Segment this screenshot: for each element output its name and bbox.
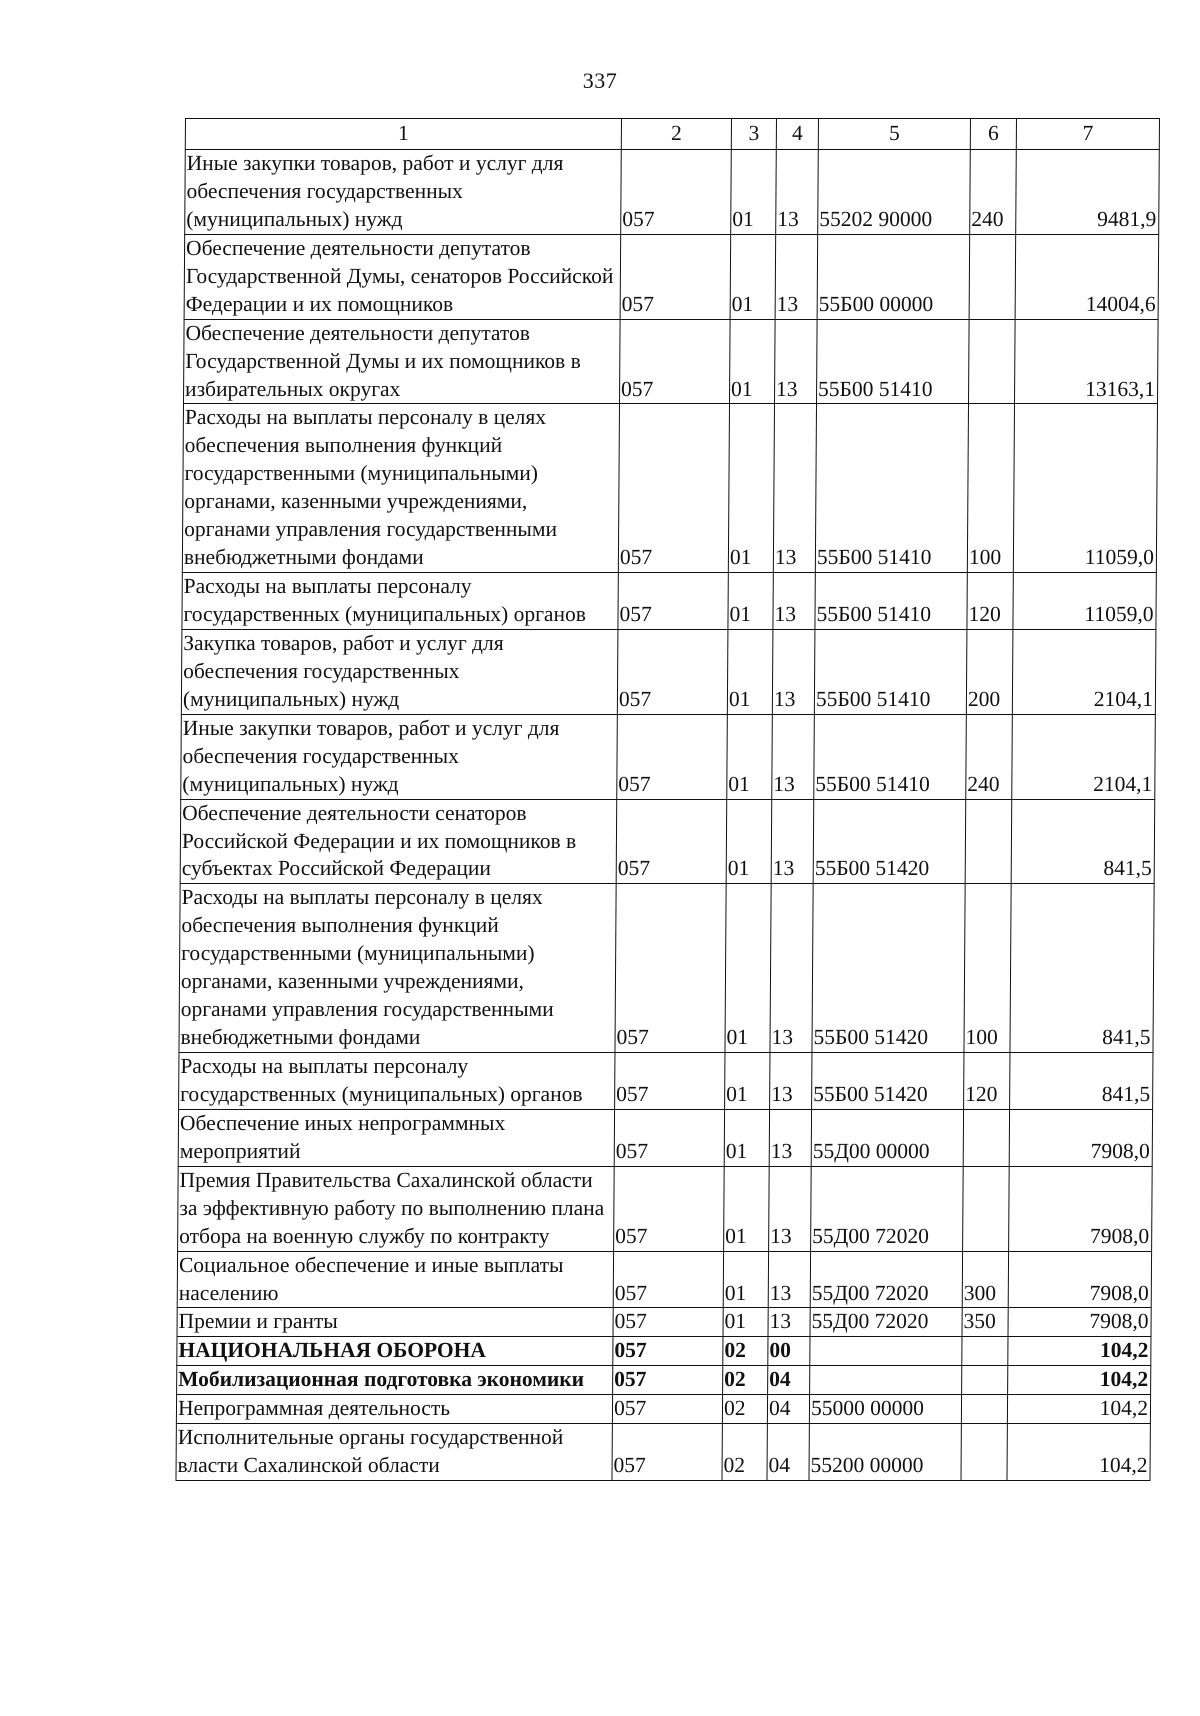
amount-cell: 14004,6 xyxy=(1015,234,1159,319)
target-article-cell: 55Д00 00000 xyxy=(811,1109,963,1166)
row-name-cell: Мобилизационная подготовка экономики xyxy=(177,1366,613,1395)
row-name-cell: Обеспечение иных непрограммных мероприятий xyxy=(178,1109,614,1166)
target-article-cell: 55Д00 72020 xyxy=(810,1251,962,1308)
section-code-cell: 01 xyxy=(726,799,772,884)
expense-type-cell xyxy=(965,799,1012,884)
expense-type-cell xyxy=(969,319,1016,404)
section-code-cell: 02 xyxy=(722,1424,767,1481)
column-header-3: 3 xyxy=(731,119,776,150)
row-name-cell: Исполнительные органы государственной власти Сахалинской области xyxy=(176,1424,612,1481)
row-name-cell: Расходы на выплаты персоналу в целях обеспечения выполнения функций государственными (муниципальными) органами, казенными учреждениями, органами управления государственными внебюджетными фондами xyxy=(182,404,619,573)
page-number: 337 xyxy=(582,68,618,93)
expense-type-cell xyxy=(963,1109,1009,1166)
subsection-code-cell: 04 xyxy=(767,1424,809,1481)
subsection-code-cell: 13 xyxy=(770,1053,812,1110)
subsection-code-cell: 13 xyxy=(769,1166,812,1251)
table-row xyxy=(185,150,1160,235)
target-article-cell: 55202 90000 xyxy=(818,150,971,235)
column-header-7: 7 xyxy=(1016,119,1159,150)
amount-cell: 104,2 xyxy=(1008,1366,1151,1395)
table-row xyxy=(178,1109,1152,1166)
expense-type-cell xyxy=(962,1366,1008,1395)
section-code-cell: 01 xyxy=(724,1109,769,1166)
section-code-cell: 01 xyxy=(727,629,773,714)
target-article-cell: 55Б00 51420 xyxy=(813,799,966,884)
table-header-row xyxy=(185,119,1159,150)
target-article-cell: 55Б00 00000 xyxy=(817,234,970,319)
section-code-cell: 01 xyxy=(728,404,774,573)
ministry-code-cell: 057 xyxy=(621,150,732,235)
ministry-code-cell: 057 xyxy=(613,1366,723,1395)
amount-cell: 104,2 xyxy=(1007,1424,1150,1481)
expense-type-cell: 120 xyxy=(967,573,1013,630)
expense-type-cell: 100 xyxy=(964,884,1011,1053)
row-name-cell: Непрограммная деятельность xyxy=(176,1395,612,1424)
expense-type-cell xyxy=(963,1166,1010,1251)
target-article-cell: 55Б00 51410 xyxy=(815,404,968,573)
target-article-cell: 55Б00 51410 xyxy=(815,573,967,630)
section-code-cell: 02 xyxy=(722,1395,767,1424)
row-name-cell: Обеспечение деятельности депутатов Государственной Думы, сенаторов Российской Федерации и их помощников xyxy=(184,234,621,319)
table-row xyxy=(181,714,1156,799)
subsection-code-cell: 04 xyxy=(768,1366,810,1395)
section-code-cell: 01 xyxy=(730,234,776,319)
column-header-1: 1 xyxy=(185,119,621,150)
section-code-cell: 01 xyxy=(727,714,773,799)
section-code-cell: 01 xyxy=(728,573,773,630)
amount-cell: 841,5 xyxy=(1011,799,1155,884)
row-name-cell: Иные закупки товаров, работ и услуг для обеспечения государственных (муниципальных) нужд xyxy=(181,714,618,799)
section-code-cell: 01 xyxy=(723,1251,768,1308)
target-article-cell: 55Б00 51410 xyxy=(814,629,967,714)
target-article-cell: 55Д00 72020 xyxy=(810,1308,962,1337)
ministry-code-cell: 057 xyxy=(616,799,727,884)
amount-cell: 7908,0 xyxy=(1008,1308,1151,1337)
target-article-cell: 55200 00000 xyxy=(809,1424,961,1481)
amount-cell: 7908,0 xyxy=(1009,1109,1152,1166)
table-row xyxy=(176,1395,1150,1424)
ministry-code-cell: 057 xyxy=(617,629,728,714)
subsection-code-cell: 13 xyxy=(773,404,816,573)
column-header-4: 4 xyxy=(776,119,818,150)
amount-cell: 841,5 xyxy=(1010,884,1154,1053)
ministry-code-cell: 057 xyxy=(613,1308,723,1337)
target-article-cell xyxy=(810,1366,962,1395)
table-row xyxy=(177,1366,1151,1395)
amount-cell: 2104,1 xyxy=(1012,629,1156,714)
ministry-code-cell: 057 xyxy=(615,884,726,1053)
target-article-cell: 55Б00 51410 xyxy=(817,319,970,404)
ministry-code-cell: 057 xyxy=(618,573,728,630)
ministry-code-cell: 057 xyxy=(615,1053,725,1110)
row-name-cell: Закупка товаров, работ и услуг для обеспечения государственных (муниципальных) нужд xyxy=(181,629,618,714)
table-row xyxy=(177,1308,1151,1337)
table-row xyxy=(176,1424,1150,1481)
expense-type-cell xyxy=(961,1395,1007,1424)
subsection-code-cell: 13 xyxy=(775,234,818,319)
table-row xyxy=(182,404,1157,573)
row-name-cell: Социальное обеспечение и иные выплаты населению xyxy=(177,1251,613,1308)
expense-type-cell: 100 xyxy=(967,404,1014,573)
ministry-code-cell: 057 xyxy=(614,1109,724,1166)
expense-type-cell: 350 xyxy=(962,1308,1008,1337)
subsection-code-cell: 13 xyxy=(768,1308,810,1337)
section-code-cell: 01 xyxy=(731,150,777,235)
expense-type-cell xyxy=(961,1424,1007,1481)
amount-cell: 104,2 xyxy=(1008,1337,1151,1366)
amount-cell: 11059,0 xyxy=(1013,573,1156,630)
row-name-cell: Расходы на выплаты персоналу в целях обеспечения выполнения функций государственными (муниципальными) органами, казенными учреждениями, органами управления государственными внебюджетными фондами xyxy=(179,884,616,1053)
section-code-cell: 01 xyxy=(723,1308,768,1337)
amount-cell: 11059,0 xyxy=(1013,404,1157,573)
amount-cell: 104,2 xyxy=(1007,1395,1150,1424)
amount-cell: 7908,0 xyxy=(1009,1166,1153,1251)
amount-cell: 13163,1 xyxy=(1015,319,1159,404)
subsection-code-cell: 13 xyxy=(772,629,815,714)
expense-type-cell xyxy=(962,1337,1008,1366)
table-row xyxy=(182,573,1156,630)
table-row xyxy=(184,319,1159,404)
row-name-cell: Обеспечение деятельности сенаторов Российской Федерации и их помощников в субъектах Российской Федерации xyxy=(180,799,617,884)
row-name-cell: Расходы на выплаты персоналу государственных (муниципальных) органов xyxy=(182,573,618,630)
table-row xyxy=(184,234,1159,319)
expense-type-cell: 120 xyxy=(964,1053,1010,1110)
target-article-cell: 55Б00 51420 xyxy=(812,884,965,1053)
section-code-cell: 01 xyxy=(724,1166,770,1251)
subsection-code-cell: 13 xyxy=(768,1251,810,1308)
amount-cell: 841,5 xyxy=(1010,1053,1153,1110)
table-row xyxy=(177,1251,1151,1308)
section-code-cell: 01 xyxy=(725,1053,770,1110)
table-row xyxy=(181,629,1156,714)
ministry-code-cell: 057 xyxy=(618,404,729,573)
subsection-code-cell: 00 xyxy=(768,1337,810,1366)
ministry-code-cell: 057 xyxy=(613,1251,723,1308)
amount-cell: 7908,0 xyxy=(1008,1251,1151,1308)
target-article-cell: 55Б00 51420 xyxy=(812,1053,964,1110)
ministry-code-cell: 057 xyxy=(612,1424,722,1481)
subsection-code-cell: 13 xyxy=(773,573,815,630)
subsection-code-cell: 13 xyxy=(775,319,818,404)
expense-type-cell: 240 xyxy=(966,714,1013,799)
table-row xyxy=(180,799,1155,884)
table-body xyxy=(176,150,1159,1481)
table-row xyxy=(178,1166,1153,1251)
column-header-2: 2 xyxy=(621,119,731,150)
subsection-code-cell: 04 xyxy=(767,1395,809,1424)
subsection-code-cell: 13 xyxy=(770,884,813,1053)
row-name-cell: Премия Правительства Сахалинской области за эффективную работу по выполнению плана отбора на военную службу по контракту xyxy=(178,1166,615,1251)
ministry-code-cell: 057 xyxy=(617,714,728,799)
expense-type-cell: 240 xyxy=(970,150,1017,235)
expense-type-cell: 200 xyxy=(966,629,1013,714)
target-article-cell: 55Д00 72020 xyxy=(811,1166,964,1251)
section-code-cell: 01 xyxy=(730,319,776,404)
ministry-code-cell: 057 xyxy=(620,319,731,404)
section-code-cell: 02 xyxy=(723,1337,768,1366)
target-article-cell xyxy=(810,1337,962,1366)
table-row xyxy=(179,884,1154,1053)
amount-cell: 2104,1 xyxy=(1012,714,1156,799)
table-row xyxy=(179,1053,1153,1110)
table-row xyxy=(177,1337,1151,1366)
row-name-cell: Обеспечение деятельности депутатов Государственной Думы и их помощников в избирательных округах xyxy=(184,319,621,404)
row-name-cell: Расходы на выплаты персоналу государственных (муниципальных) органов xyxy=(179,1053,615,1110)
section-code-cell: 01 xyxy=(725,884,771,1053)
section-code-cell: 02 xyxy=(723,1366,768,1395)
column-header-6: 6 xyxy=(970,119,1016,150)
row-name-cell: Премии и гранты xyxy=(177,1308,613,1337)
target-article-cell: 55Б00 51410 xyxy=(814,714,967,799)
amount-cell: 9481,9 xyxy=(1016,150,1160,235)
subsection-code-cell: 13 xyxy=(771,799,814,884)
subsection-code-cell: 13 xyxy=(772,714,815,799)
subsection-code-cell: 13 xyxy=(776,150,819,235)
row-name-cell: Иные закупки товаров, работ и услуг для обеспечения государственных (муниципальных) нужд xyxy=(185,150,622,235)
ministry-code-cell: 057 xyxy=(614,1166,725,1251)
row-name-cell: НАЦИОНАЛЬНАЯ ОБОРОНА xyxy=(177,1337,613,1366)
ministry-code-cell: 057 xyxy=(613,1337,723,1366)
budget-table xyxy=(175,118,1160,1481)
ministry-code-cell: 057 xyxy=(620,234,731,319)
expense-type-cell xyxy=(969,234,1016,319)
expense-type-cell: 300 xyxy=(962,1251,1008,1308)
subsection-code-cell: 13 xyxy=(769,1109,811,1166)
target-article-cell: 55000 00000 xyxy=(809,1395,961,1424)
column-header-5: 5 xyxy=(818,119,970,150)
ministry-code-cell: 057 xyxy=(612,1395,722,1424)
